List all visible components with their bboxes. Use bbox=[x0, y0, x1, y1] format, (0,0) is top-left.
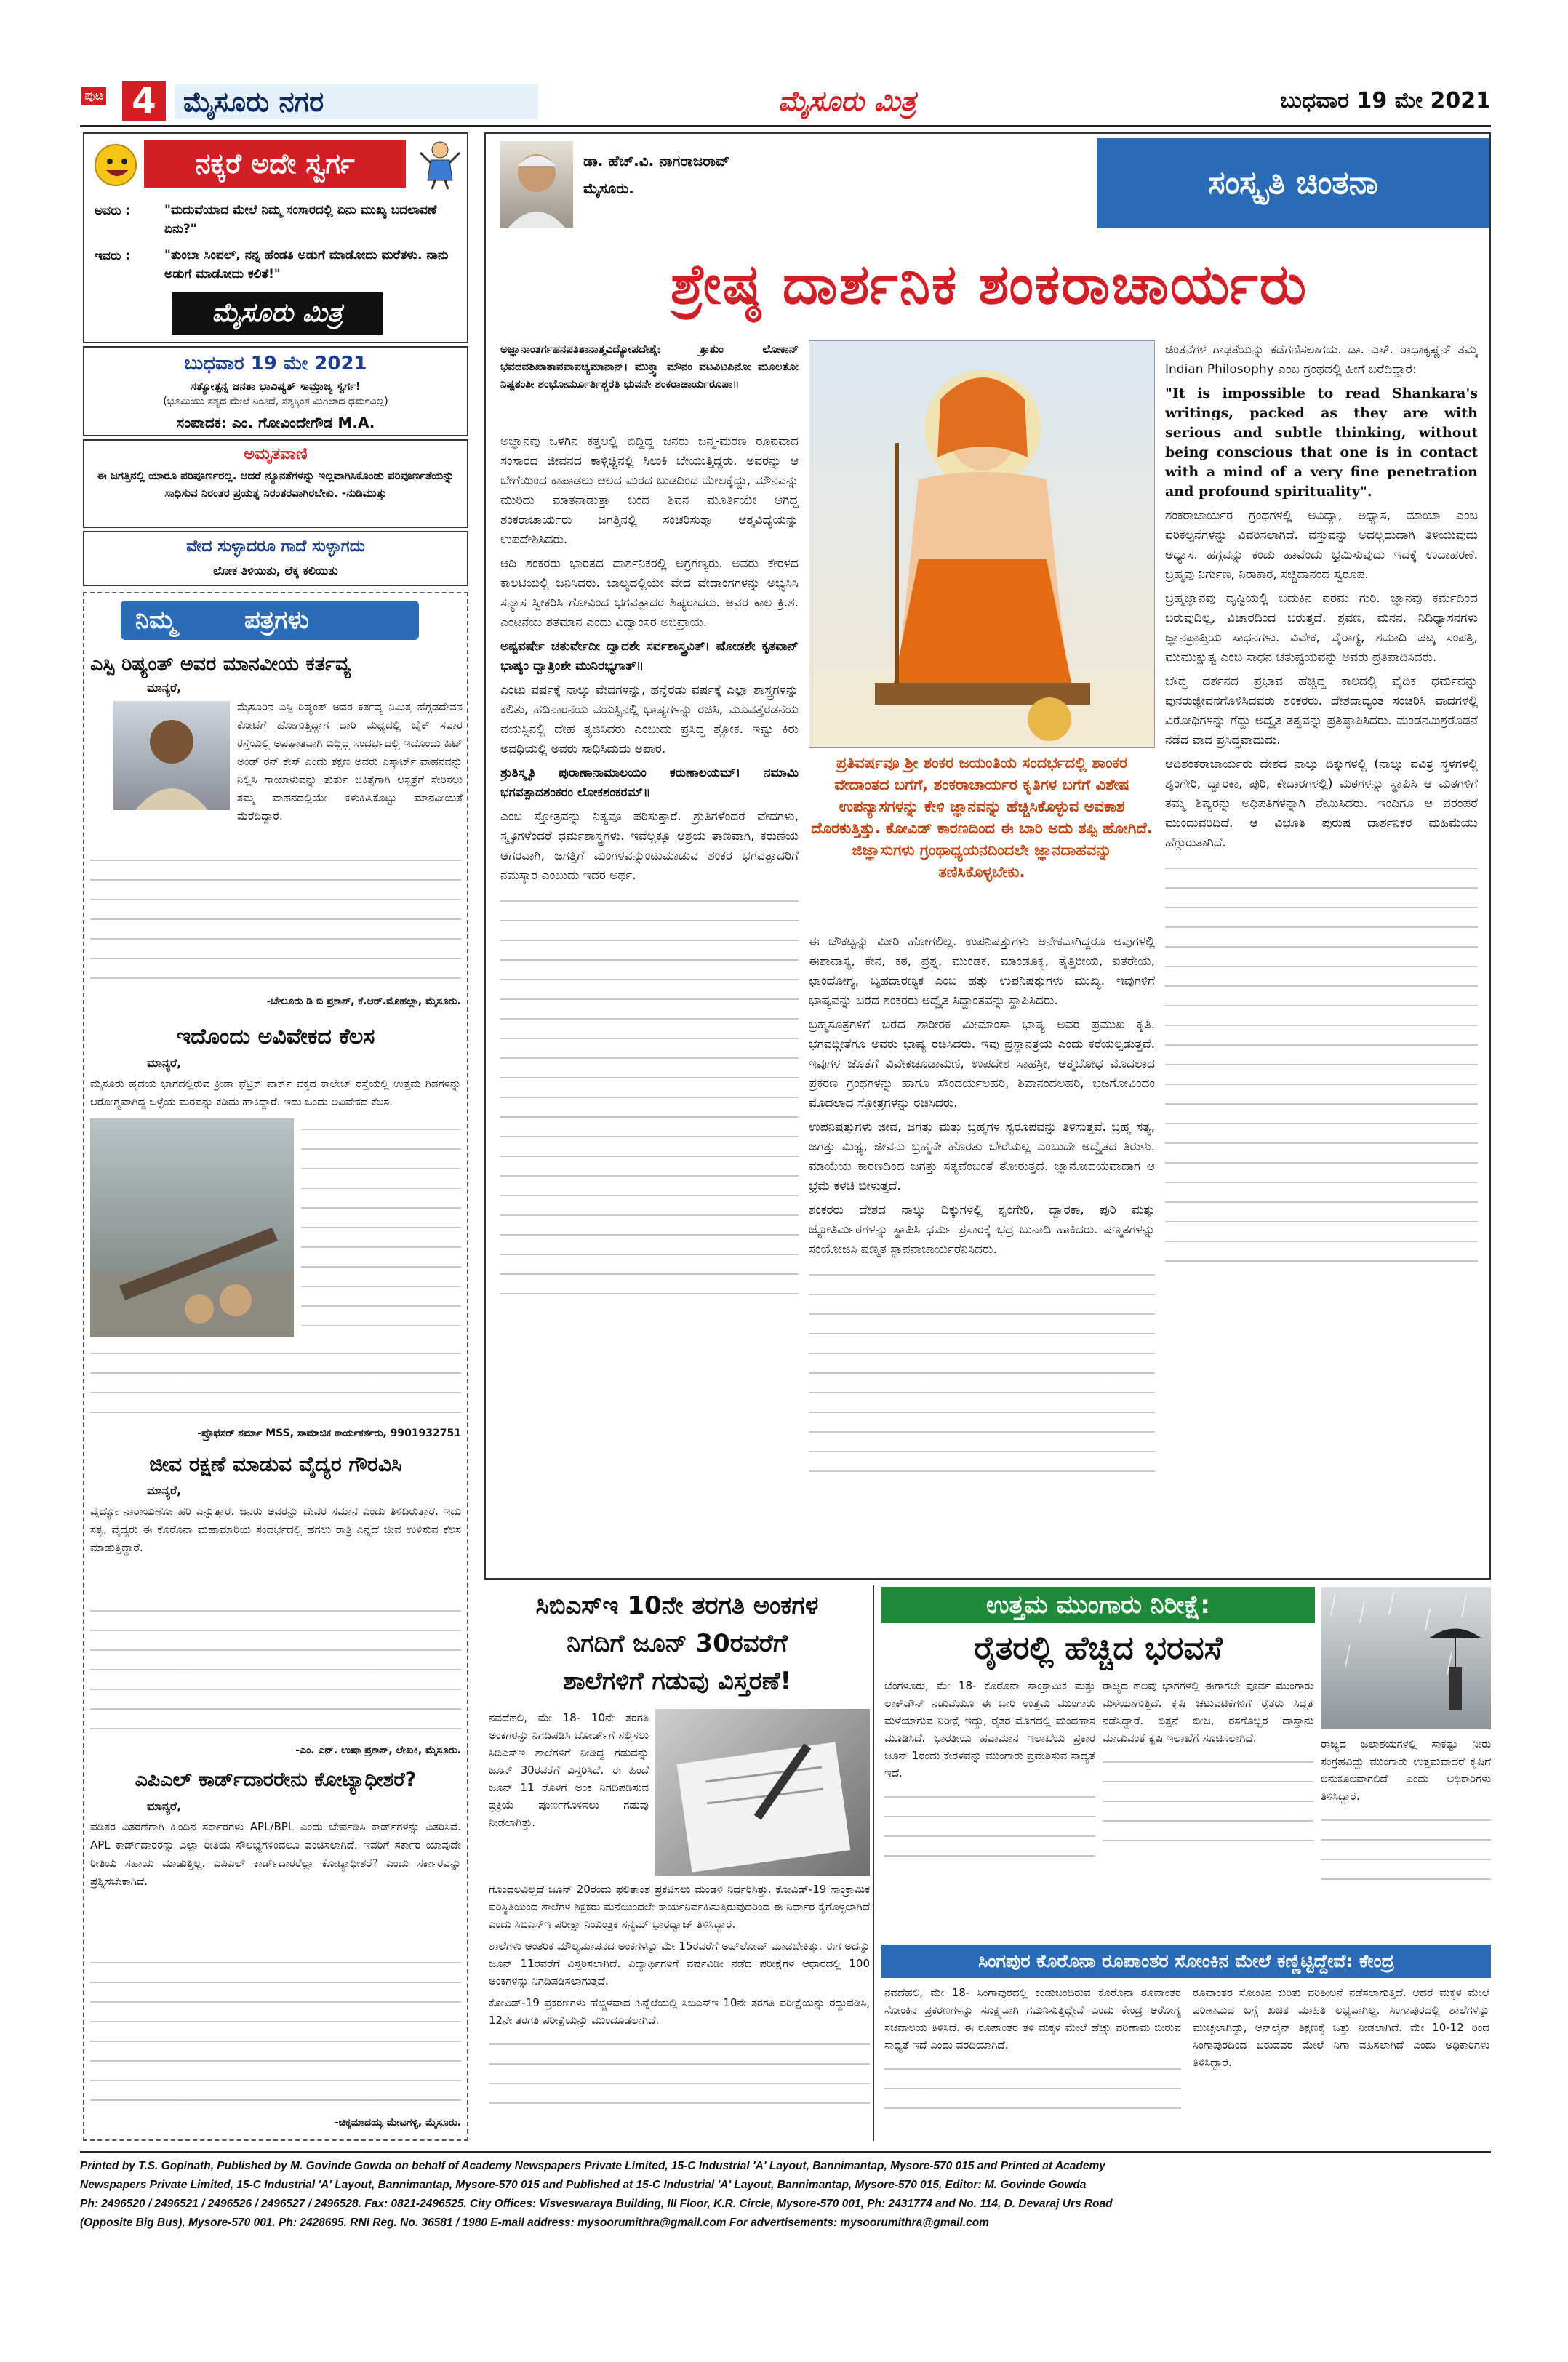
feature-col2-p1: ಈ ಚೌಕಟ್ಟನ್ನು ಮೀರಿ ಹೋಗಲಿಲ್ಲ. ಉಪನಿಷತ್ತುಗಳು ಅನೇಕವಾಗಿದ್ದರೂ ಅವುಗಳಲ್ಲಿ ಈಶಾವಾಸ್ಯ, ಕೇನ, ಕಠ, ಪ್ರಶ್ನ, ಮುಂಡಕ, ಮಾಂಡೂಕ್ಯ, ತೈತ್ತಿರೀಯ, ಐತರೇಯ, ಛಾಂದೋಗ್ಯ, ಬೃಹದಾರಣ್ಯಕ ಎಂಬ ಹತ್ತು ಉಪನಿಷತ್ತುಗಳು ಮುಖ್ಯ. ಇವುಗಳಿಗೆ ಭಾಷ್ಯವನ್ನು ಬರೆದ ಶಂಕರರು ಅದ್ವೈತ ಸಿದ್ಧಾಂತವನ್ನು ಸ್ಥಾಪಿಸಿದರು. bbox=[809, 934, 1155, 1008]
cbse-text-body bbox=[489, 1881, 870, 2135]
singapore-headline: ಸಿಂಗಪುರ ಕೊರೊನಾ ರೂಪಾಂತರ ಸೋಂಕಿನ ಮೇಲೆ ಕಣ್ಣಿಟ್ಟಿದ್ದೇವೆ: ಕೇಂದ್ರ bbox=[881, 1945, 1491, 1978]
letters-banner-word1: ನಿಮ್ಮ bbox=[135, 606, 176, 635]
humor-box bbox=[83, 132, 468, 343]
singapore-left-continued bbox=[884, 2058, 1181, 2116]
rain-photo bbox=[1321, 1587, 1491, 1729]
feature-col1-p4: ಎಂಬ ಸ್ತೋತ್ರವನ್ನು ನಿತ್ಯವೂ ಪಠಿಸುತ್ತಾರೆ. ಶ್ರುತಿಗಳೆಂದರೆ ವೇದಗಳು, ಸ್ಮೃತಿಗಳೆಂದರೆ ಧರ್ಮಶಾಸ್ತ್ರಗಳು. ಇವೆಲ್ಲಕ್ಕೂ ಆಶ್ರಯ ತಾಣವಾಗಿ, ಕರುಣೆಯ ಆಗರವಾಗಿ, ಜಗತ್ತಿಗೆ ಮಂಗಳವನ್ನುಂಟುಮಾಡುವ ಶಂಕರ ಭಗವತ್ಪಾದರಿಗೆ ನಮಸ್ಕಾರ ಎಂಬುದು ಇದರ ಅರ್ಥ. bbox=[500, 809, 799, 883]
cbse-story bbox=[484, 1585, 874, 2141]
feature-col2-text bbox=[809, 932, 1155, 1565]
cartoon-figure-icon bbox=[416, 138, 464, 191]
masthead-tagline-2: (ಭೂಮಿಯು ಸತ್ಯದ ಮೇಲೆ ನಿಂತಿದೆ, ಸತ್ಯಕ್ಕಿಂತ ಮಿಗಿಲಾದ ಧರ್ಮವಿಲ್ಲ) bbox=[163, 396, 388, 407]
feature-col3-p5: ಆದಿಶಂಕರಾಚಾರ್ಯರು ದೇಶದ ನಾಲ್ಕು ದಿಕ್ಕುಗಳಲ್ಲಿ (ನಾಲ್ಕು ಪವಿತ್ರ ಸ್ಥಳಗಳಲ್ಲಿ ಶೃಂಗೇರಿ, ದ್ವಾರಕಾ, ಪುರಿ, ಕೇದಾರಗಳಲ್ಲಿ) ಮಠಗಳನ್ನು ಸ್ಥಾಪಿಸಿ ಆ ಮಠಗಳಿಗೆ ತಮ್ಮ ಶಿಷ್ಯರನ್ನು ಅಧಿಪತಿಗಳನ್ನಾಗಿ ನೇಮಿಸಿದರು. ಇಂದಿಗೂ ಆ ಪರಂಪರೆ ಮುಂದುವರಿದಿದೆ. ಆ ವಿಭೂತಿ ಪುರುಷ ದಾರ್ಶನಿಕರ ಮಹಿಮೆಯು ಹೆಗ್ಗುರುತಾಗಿದೆ. bbox=[1165, 757, 1478, 850]
singapore-p2: ರೂಪಾಂತರ ಸೋಂಕಿನ ಕುರಿತು ಪರಿಶೀಲನೆ ನಡೆಸಲಾಗುತ್ತಿದೆ. ಆದರೆ ಮಕ್ಕಳ ಮೇಲೆ ಪರಿಣಾಮದ ಬಗ್ಗೆ ಖಚಿತ ಮಾಹಿತಿ ಲಭ್ಯವಾಗಿಲ್ಲ. ಸಿಂಗಾಪುರದಲ್ಲಿ ಶಾಲೆಗಳನ್ನು ಮುಚ್ಚಲಾಗಿದ್ದು, ಆನ್‌ಲೈನ್ ಶಿಕ್ಷಣಕ್ಕೆ ಒತ್ತು ನೀಡಲಾಗಿದೆ. ಮೇ 10-12 ರಿಂದ ಸಿಂಗಾಪುರದಿಂದ ಬರುವವರ ಮೇಲೆ ನಿಗಾ ವಹಿಸಲಾಗಿದೆ ಎಂದು ಅಧಿಕಾರಿಗಳು ತಿಳಿಸಿದ್ದಾರೆ. bbox=[1193, 1986, 1489, 2069]
header-rule bbox=[80, 125, 1491, 127]
footer-line-2: Newspapers Private Limited, 15-C Industrial 'A' Layout, Bannimantap, Mysore-570 015 and Published at 15-C Industrial 'A' Layout, Bannimantap, Mysore-570 015, Editor: M. Govinde Gowda bbox=[80, 2179, 1087, 2191]
page-header bbox=[80, 81, 1491, 124]
proverb-box bbox=[83, 531, 468, 586]
page-number: 4 bbox=[122, 81, 166, 121]
singapore-story bbox=[881, 1945, 1491, 2141]
letter-1-signature: -ಬೇಲೂರು ಡಿ ಬಿ ಪ್ರಕಾಶ್, ಕೆ.ಆರ್.ಮೊಹಲ್ಲಾ, ಮೈಸೂರು. bbox=[266, 996, 461, 1007]
feature-col3-text bbox=[1165, 340, 1478, 1566]
cbse-p4: ಕೋವಿಡ್-19 ಪ್ರಕರಣಗಳು ಹೆಚ್ಚಳವಾದ ಹಿನ್ನೆಲೆಯಲ್ಲಿ ಸಿಬಿಎಸ್‌ಇ 10ನೇ ತರಗತಿ ಪರೀಕ್ಷೆಯನ್ನು ರದ್ದುಪಡಿಸಿ, 12ನೇ ತರಗತಿ ಪರೀಕ್ಷೆಯನ್ನು ಮುಂದೂಡಲಾಗಿದೆ. bbox=[489, 1996, 870, 2027]
monsoon-left-continued bbox=[884, 1786, 1095, 1859]
author-name: ಡಾ. ಹೆಚ್.ವಿ. ನಾಗರಾಜರಾವ್ bbox=[583, 152, 730, 169]
page-label: ಪುಟ bbox=[81, 87, 106, 105]
fallen-tree-photo bbox=[90, 1118, 294, 1337]
feature-col2-continued bbox=[809, 1264, 1155, 1482]
feature-col3-p1: ಚಿಂತನೆಗಳ ಗಾಢತೆಯನ್ನು ಕಡೆಗಣಿಸಲಾಗದು. ಡಾ. ಎಸ್. ರಾಧಾಕೃಷ್ಣನ್ ತಮ್ಮ Indian Philosophy ಎಂಬ ಗ್ರಂಥದಲ್ಲಿ ಹೀಗೆ ಬರೆದಿದ್ದಾರೆ: bbox=[1165, 343, 1478, 377]
cbse-continued bbox=[489, 2033, 870, 2121]
letter-4-salute: ಮಾನ್ಯರೆ, bbox=[147, 1799, 182, 1813]
monsoon-text-right bbox=[1321, 1735, 1491, 1933]
cbse-writing-photo bbox=[655, 1709, 870, 1876]
letter-3-text: ವೈದ್ಯೋ ನಾರಾಯಣೋ ಹರಿ ಎನ್ನುತ್ತಾರೆ. ಜನರು ಅವರನ್ನು ದೇವರ ಸಮಾನ ಎಂದು ತಿಳಿದಿರುತ್ತಾರೆ. ಇದು ಸತ್ಯ, ವೈದ್ಯರು ಈ ಕೊರೊನಾ ಮಹಾಮಾರಿಯ ಸಂದರ್ಭದಲ್ಲಿ ಹಗಲು ರಾತ್ರಿ ಎನ್ನದೆ ಜೀವ ಉಳಿಸುವ ಕೆಲಸ ಮಾಡುತ್ತಿದ್ದಾರೆ. bbox=[90, 1505, 461, 1554]
proverb-text: ಲೋಕ ತಿಳಿಯಿತು, ಲೆಕ್ಕ ಕಲಿಯಿತು bbox=[213, 564, 338, 577]
proverb-title: ವೇದ ಸುಳ್ಳಾದರೂ ಗಾದೆ ಸುಳ್ಳಾಗದು bbox=[186, 537, 365, 556]
letter-2-signature: -ಪ್ರೊಫೆಸರ್ ಶರ್ಮಾ MSS, ಸಾಮಾಜಿಕ ಕಾರ್ಯಕರ್ತರು, 9901932751 bbox=[197, 1428, 461, 1439]
letter-2-salute: ಮಾನ್ಯರೆ, bbox=[147, 1056, 182, 1070]
feature-col2-p2: ಬ್ರಹ್ಮಸೂತ್ರಗಳಿಗೆ ಬರೆದ ಶಾರೀರಕ ಮೀಮಾಂಸಾ ಭಾಷ್ಯ ಅವರ ಪ್ರಮುಖ ಕೃತಿ. ಭಗವದ್ಗೀತೆಗೂ ಅವರು ಭಾಷ್ಯ ರಚಿಸಿದರು. ಇವು ಪ್ರಸ್ಥಾನತ್ರಯ ಎಂದು ಕರೆಯಲ್ಪಡುತ್ತವೆ. ಇವುಗಳ ಜೊತೆಗೆ ವಿವೇಕಚೂಡಾಮಣಿ, ಉಪದೇಶ ಸಾಹಸ್ರೀ, ಆತ್ಮಬೋಧ ಮೊದಲಾದ ಪ್ರಕರಣ ಗ್ರಂಥಗಳನ್ನು ಹಾಗೂ ಸೌಂದರ್ಯಲಹರಿ, ಶಿವಾನಂದಲಹರಿ, ಭಜಗೋವಿಂದಂ ಮೊದಲಾದ ಸ್ತೋತ್ರಗಳನ್ನು ರಚಿಸಿದರು. bbox=[809, 1017, 1155, 1110]
feature-headline: ಶ್ರೇಷ್ಠ ದಾರ್ಶನಿಕ ಶಂಕರಾಚಾರ್ಯರು bbox=[670, 252, 1308, 316]
footer-line-1: Printed by T.S. Gopinath, Published by M. Govinde Gowda on behalf of Academy Newspapers Private Limited, 15-C Industrial 'A' Layout, Bannimantap, Mysore-570 015 and Printed at Academy bbox=[80, 2160, 1105, 2172]
feature-article bbox=[484, 132, 1491, 1580]
footer-rule bbox=[80, 2151, 1491, 2153]
monsoon-middle-continued bbox=[1103, 1751, 1313, 1853]
letter-4-text: ಪಡಿತರ ವಿತರಣೆಗಾಗಿ ಹಿಂದಿನ ಸರ್ಕಾರಗಳು APL/BPL ಎಂದು ಬೇರ್ಪಡಿಸಿ ಕಾರ್ಡ್‌ಗಳನ್ನು ವಿತರಿಸಿವೆ. APL ಕಾರ್ಡ್‌ದಾರರನ್ನು ಎಲ್ಲಾ ರೀತಿಯ ಸೌಲಭ್ಯಗಳಿಂದಲೂ ವಂಚಿಸಲಾಗಿದೆ. ಇವರಿಗೆ ಸರ್ಕಾರ ಯಾವುದೇ ರೀತಿಯ ಸಹಾಯ ಮಾಡುತ್ತಿಲ್ಲ. ಎಪಿಎಲ್ ಕಾರ್ಡ್‌ದಾರರೆಲ್ಲಾ ಕೋಟ್ಯಾಧೀಶರೆ? ಎಂದು ಸರ್ಕಾರವನ್ನು ಪ್ರಶ್ನಿಸಬೇಕಾಗಿದೆ. bbox=[90, 1820, 461, 1888]
feature-verse: ಅಜ್ಞಾನಾಂತರ್ಗಹನಪತಿತಾನಾತ್ಮವಿದ್ಯೋಪದೇಶೈಃ ತ್ರಾತುಂ ಲೋಕಾನ್ ಭವದವಶಿಖಾತಾಪಪಾಪಚ್ಯಮಾನಾನ್। ಮುಕ್ತ್ವಾ ಮೌನಂ ವಟವಿಟಪಿನೋ ಮೂಲತೋ ನಿಷ್ಪತಂತೀ ಶಂಭೋರ್ಮೂರ್ತಿಶ್ಚರತಿ ಭುವನೇ ಶಂಕರಾಚಾರ್ಯರೂಪಾ॥ bbox=[500, 343, 799, 391]
singapore-text-right bbox=[1193, 1984, 1489, 2138]
letter-3-text-continued bbox=[90, 1600, 461, 1738]
monsoon-p3: ರಾಜ್ಯದ ಜಲಾಶಯಗಳಲ್ಲಿ ಸಾಕಷ್ಟು ನೀರು ಸಂಗ್ರಹವಿದ್ದು ಮುಂಗಾರು ಉತ್ತಮವಾದರೆ ಕೃಷಿಗೆ ಅನುಕೂಲವಾಗಲಿದೆ ಎಂದು ಅಧಿಕಾರಿಗಳು ತಿಳಿಸಿದ್ದಾರೆ. bbox=[1321, 1737, 1491, 1803]
humor-a-text: "ತುಂಬಾ ಸಿಂಪಲ್, ನನ್ನ ಹೆಂಡತಿ ಅಡುಗೆ ಮಾಡೋದು ಮರೆತಳು. ನಾನು ಅಡುಗೆ ಮಾಡೋದು ಕಲಿತೆ!" bbox=[164, 248, 449, 281]
masthead-info-box bbox=[83, 346, 468, 436]
feature-col2-p3: ಉಪನಿಷತ್ತುಗಳು ಜೀವ, ಜಗತ್ತು ಮತ್ತು ಬ್ರಹ್ಮಗಳ ಸ್ವರೂಪವನ್ನು ತಿಳಿಸುತ್ತವೆ. ಬ್ರಹ್ಮ ಸತ್ಯ, ಜಗತ್ತು ಮಿಥ್ಯ, ಜೀವನು ಬ್ರಹ್ಮನೇ ಹೊರತು ಬೇರೆಯಲ್ಲ ಎಂಬುದೇ ಅದ್ವೈತದ ತಿರುಳು. ಮಾಯೆಯ ಕಾರಣದಿಂದ ಜಗತ್ತು ಸತ್ಯವೆಂಬಂತೆ ತೋರುತ್ತದೆ. ಜ್ಞಾನೋದಯವಾದಾಗ ಆ ಭ್ರಮೆ ಕಳಚಿ ಬೀಳುತ್ತದೆ. bbox=[809, 1120, 1155, 1193]
feature-col3-p2: ಶಂಕರಾಚಾರ್ಯರ ಗ್ರಂಥಗಳಲ್ಲಿ ಅವಿದ್ಯಾ, ಅಧ್ಯಾಸ, ಮಾಯಾ ಎಂಬ ಪರಿಕಲ್ಪನೆಗಳನ್ನು ವಿವರಿಸಲಾಗಿದೆ. ವಸ್ತುವನ್ನು ಅದಲ್ಲದುದಾಗಿ ತಿಳಿಯುವುದು ಅಧ್ಯಾಸ. ಹಗ್ಗವನ್ನು ಕಂಡು ಹಾವೆಂದು ಭ್ರಮಿಸುವುದು ಇದಕ್ಕೆ ಉದಾಹರಣೆ. ಬ್ರಹ್ಮವು ನಿರ್ಗುಣ, ನಿರಾಕಾರ, ಸಚ್ಚಿದಾನಂದ ಸ್ವರೂಪ. bbox=[1165, 508, 1478, 582]
cbse-p2: ಗೊಂದಲವಿಲ್ಲದೆ ಜೂನ್ 20ರಂದು ಫಲಿತಾಂಶ ಪ್ರಕಟಿಸಲು ಮಂಡಳಿ ನಿರ್ಧರಿಸಿತ್ತು. ಕೋವಿಡ್-19 ಸಾಂಕ್ರಾಮಿಕ ಪರಿಸ್ಥಿತಿಯಿಂದ ಶಾಲೆಗಳ ಶಿಕ್ಷಕರು ಮನೆಯಿಂದಲೇ ಕಾರ್ಯನಿರ್ವಹಿಸುತ್ತಿರುವುದರಿಂದ ಈ ನಿರ್ಧಾರ ಕೈಗೊಳ್ಳಲಾಗಿದೆ ಎಂದು ಸಿಬಿಎಸ್‌ಇ ಪರೀಕ್ಷಾ ನಿಯಂತ್ರಕ ಸನ್ಯಮ್ ಭಾರದ್ವಾಜ್ ತಿಳಿಸಿದ್ದಾರೆ. bbox=[489, 1883, 870, 1931]
monsoon-p1: ಬೆಂಗಳೂರು, ಮೇ 18- ಕೊರೊನಾ ಸಾಂಕ್ರಾಮಿಕ ಮತ್ತು ಲಾಕ್‌ಡೌನ್ ನಡುವೆಯೂ ಈ ಬಾರಿ ಉತ್ತಮ ಮುಂಗಾರು ಮಳೆಯಾಗುವ ನಿರೀಕ್ಷೆ ಇದ್ದು, ರೈತರ ಮೊಗದಲ್ಲಿ ಮಂದಹಾಸ ಮೂಡಿಸಿದೆ. ಭಾರತೀಯ ಹವಾಮಾನ ಇಲಾಖೆಯ ಪ್ರಕಾರ ಜೂನ್ 1ರಂದು ಕೇರಳವನ್ನು ಮುಂಗಾರು ಪ್ರವೇಶಿಸುವ ಸಾಧ್ಯತೆ ಇದೆ. bbox=[884, 1679, 1095, 1779]
letter-4-title: ಎಪಿಎಲ್ ಕಾರ್ಡ್‌ದಾರರೇನು ಕೋಟ್ಯಾಧೀಶರೆ? bbox=[135, 1769, 417, 1791]
letter-1-author-photo bbox=[113, 701, 230, 810]
letters-banner bbox=[121, 601, 419, 640]
letter-2-text-continued bbox=[301, 1118, 461, 1337]
laughing-face-icon bbox=[95, 144, 137, 186]
footer-line-3: Ph: 2496520 / 2496521 / 2496526 / 2496527 / 2496528. Fax: 0821-2496525. City Offices: Visveswaraya Building, III Floor, K.R. Circle, Mysore-570 001, Ph: 2431774 and No. 114, D. Devaraj Urs Road bbox=[80, 2198, 1113, 2210]
letter-3-salute: ಮಾನ್ಯರೆ, bbox=[147, 1484, 182, 1497]
masthead-logo: ಮೈಸೂರು ಮಿತ್ರ bbox=[778, 85, 916, 117]
feature-col1-sub2: ಶ್ರುತಿಸ್ಮೃತಿ ಪುರಾಣಾನಾಮಾಲಯಂ ಕರುಣಾಲಯಮ್। ನಮಾಮಿ ಭಗವತ್ಪಾದಶಂಕರಂ ಲೋಕಶಂಕರಮ್॥ bbox=[500, 766, 799, 800]
singapore-text-left bbox=[884, 1984, 1181, 2138]
letter-1-title: ಎಸ್ಪಿ ರಿಷ್ಯಂತ್ ಅವರ ಮಾನವೀಯ ಕರ್ತವ್ಯ bbox=[90, 653, 351, 676]
monsoon-text-left bbox=[884, 1677, 1095, 1933]
amrutavani-box bbox=[83, 439, 468, 528]
cbse-text-left bbox=[489, 1709, 649, 1876]
feature-col1-sub1: ಅಷ್ಟವರ್ಷೇ ಚತುರ್ವೇದೀ ದ್ವಾದಶೇ ಸರ್ವಶಾಸ್ತ್ರವಿತ್। ಷೋಡಶೇ ಕೃತವಾನ್ ಭಾಷ್ಯಂ ದ್ವಾತ್ರಿಂಶೇ ಮುನಿರಭ್ಯಗಾತ್॥ bbox=[500, 639, 799, 673]
feature-col3-quote: "It is impossible to read Shankara's writings, packed as they are with serious and subtle thinking, without being conscious that one is in contact with a mind of a very fine penetration and profound spirituality". bbox=[1165, 385, 1478, 500]
singapore-p1: ನವದೆಹಲಿ, ಮೇ 18- ಸಿಂಗಾಪುರದಲ್ಲಿ ಕಂಡುಬಂದಿರುವ ಕೊರೊನಾ ರೂಪಾಂತರ ಸೋಂಕಿನ ಪ್ರಕರಣಗಳನ್ನು ಸೂಕ್ಷ್ಮವಾಗಿ ಗಮನಿಸುತ್ತಿದ್ದೇವೆ ಎಂದು ಕೇಂದ್ರ ಆರೋಗ್ಯ ಸಚಿವಾಲಯ ತಿಳಿಸಿದೆ. ಈ ರೂಪಾಂತರ ತಳಿ ಮಕ್ಕಳ ಮೇಲೆ ಹೆಚ್ಚು ಪರಿಣಾಮ ಬೀರುವ ಸಾಧ್ಯತೆ ಇದೆ ಎಂದು ವರದಿಯಾಗಿದೆ. bbox=[884, 1986, 1181, 2051]
humor-q-text: "ಮದುವೆಯಾದ ಮೇಲೆ ನಿಮ್ಮ ಸಂಸಾರದಲ್ಲಿ ಏನು ಮುಖ್ಯ ಬದಲಾವಣೆ ಏನು?" bbox=[164, 203, 437, 236]
monsoon-headline-2: ರೈತರಲ್ಲಿ ಹೆಚ್ಚಿದ ಭರವಸೆ bbox=[974, 1630, 1223, 1667]
feature-col1-p2: ಆದಿ ಶಂಕರರು ಭಾರತದ ದಾರ್ಶನಿಕರಲ್ಲಿ ಅಗ್ರಗಣ್ಯರು. ಅವರು ಕೇರಳದ ಕಾಲಟಿಯಲ್ಲಿ ಜನಿಸಿದರು. ಬಾಲ್ಯದಲ್ಲಿಯೇ ವೇದ ವೇದಾಂಗಗಳನ್ನು ಅಭ್ಯಸಿಸಿ ಸನ್ಯಾಸ ಸ್ವೀಕರಿಸಿ ಗೋವಿಂದ ಭಗವತ್ಪಾದರ ಶಿಷ್ಯರಾದರು. ಅವರ ಕಾಲ ಕ್ರಿ.ಶ. ಎಂಟನೆಯ ಶತಮಾನ ಎಂದು ವಿದ್ವಾಂಸರ ಅಭಿಪ್ರಾಯ. bbox=[500, 556, 799, 630]
letter-4-signature: -ಚಿಕ್ಕಮಾದಯ್ಯ ಮೇಟಗಳ್ಳಿ, ಮೈಸೂರು. bbox=[334, 2117, 461, 2129]
letter-1-text: ಮೈಸೂರಿನ ಎಸ್ಪಿ ರಿಷ್ಯಂತ್ ಅವರ ಕರ್ತವ್ಯ ನಿಮಿತ್ತ ಹೆಗ್ಗಡದೇವನ ಕೋಟೆಗೆ ಹೋಗುತ್ತಿದ್ದಾಗ ದಾರಿ ಮಧ್ಯದಲ್ಲಿ ಬೈಕ್ ಸವಾರ ರಸ್ತೆಯಲ್ಲಿ ಅಪಘಾತವಾಗಿ ಬಿದ್ದಿದ್ದ ಸಂದರ್ಭದಲ್ಲಿ ಇದೊಂದು ಹಿಟ್ ಅಂಡ್ ರನ್ ಕೇಸ್ ಎಂದು ತಕ್ಷಣ ಅವರು ಎಸ್ಕಾರ್ಟ್ ವಾಹನವನ್ನು ನಿಲ್ಲಿಸಿ ಗಾಯಾಳುವನ್ನು ತುರ್ತು ಚಿಕಿತ್ಸೆಗಾಗಿ ಆಸ್ಪತ್ರೆಗೆ ಸೇರಿಸಲು ತಮ್ಮ ವಾಹನದಲ್ಲಿಯೇ ಕಳುಹಿಸಿಕೊಟ್ಟು ಮಾನವೀಯತೆ ಮೆರೆದಿದ್ದಾರೆ. bbox=[237, 700, 463, 822]
cbse-p3: ಶಾಲೆಗಳು ಆಂತರಿಕ ಮೌಲ್ಯಮಾಪನದ ಅಂಕಗಳನ್ನು ಮೇ 15ರವರೆಗೆ ಅಪ್‌ಲೋಡ್ ಮಾಡಬೇಕಿತ್ತು. ಈಗ ಅದನ್ನು ಜೂನ್ 11ರವರೆಗೆ ವಿಸ್ತರಿಸಲಾಗಿದೆ. ವಿದ್ಯಾರ್ಥಿಗಳಿಗೆ ವರ್ಷವಿಡೀ ನಡೆದ ಪರೀಕ್ಷೆಗಳ ಆಧಾರದಲ್ಲಿ 100 ಅಂಕಗಳನ್ನು ನಿಗದಿಪಡಿಸಲಾಗುತ್ತದೆ. bbox=[489, 1939, 870, 1987]
letter-1-salute: ಮಾನ್ಯರೆ, bbox=[147, 681, 182, 694]
shankaracharya-painting bbox=[809, 340, 1155, 748]
feature-col3-p3: ಬ್ರಹ್ಮಜ್ಞಾನವು ದೃಷ್ಟಿಯಲ್ಲಿ ಬದುಕಿನ ಪರಮ ಗುರಿ. ಜ್ಞಾನವು ಕರ್ಮದಿಂದ ಬರುವುದಿಲ್ಲ, ವಿಚಾರದಿಂದ ಬರುತ್ತದೆ. ಶ್ರವಣ, ಮನನ, ನಿದಿಧ್ಯಾಸನಗಳು ಜ್ಞಾನಪ್ರಾಪ್ತಿಯ ಸಾಧನಗಳು. ವಿವೇಕ, ವೈರಾಗ್ಯ, ಶಮಾದಿ ಷಟ್ಕ ಸಂಪತ್ತಿ, ಮುಮುಕ್ಷುತ್ವ ಎಂಬ ಸಾಧನ ಚತುಷ್ಟಯವನ್ನು ಅವರು ಪ್ರತಿಪಾದಿಸಿದರು. bbox=[1165, 591, 1478, 665]
cbse-headline-1: ಸಿಬಿಎಸ್‌ಇ 10ನೇ ತರಗತಿ ಅಂಕಗಳ bbox=[535, 1591, 819, 1620]
footer-imprint bbox=[80, 2157, 1491, 2237]
feature-col3-continued bbox=[1165, 857, 1478, 1265]
author-photo bbox=[500, 141, 573, 228]
humor-logo: ಮೈಸೂರು ಮಿತ್ರ bbox=[172, 292, 383, 335]
letter-4-text-continued bbox=[90, 1952, 461, 2109]
letter-2-text: ಮೈಸೂರು ಹೃದಯ ಭಾಗದಲ್ಲಿರುವ ಕ್ರೀಡಾ ಫೆಟ್ರಿಕ್ ಪಾರ್ಕ್ ಪಕ್ಕದ ಕಾಲೇಜ್ ರಸ್ತೆಯಲ್ಲಿ ಉತ್ತಮ ಗಿಡಗಳನ್ನು ಆರೋಗ್ಯವಾಗಿದ್ದ ಒಳ್ಳೆಯ ಮರವನ್ನು ಕಡಿದು ಹಾಕಿದ್ದಾರೆ. ಇದು ಒಂದು ಅವಿವೇಕದ ಕೆಲಸ. bbox=[90, 1077, 461, 1108]
letter-2-text-more bbox=[90, 1342, 461, 1421]
feature-col1-text bbox=[500, 432, 799, 1566]
feature-col1-p1: ಅಜ್ಞಾನವು ಒಳಗಿನ ಕತ್ತಲಲ್ಲಿ ಬಿದ್ದಿದ್ದ ಜನರು ಜನ್ಮ-ಮರಣ ರೂಪವಾದ ಸಂಸಾರದ ಜೀವನದ ಕಾಳ್ಗಿಚ್ಚಿನಲ್ಲಿ ಸಿಲುಕಿ ಬೇಯುತ್ತಿದ್ದರು. ಅವರನ್ನು ಆ ಬೇಗೆಯಿಂದ ಕಾಪಾಡಲು ಆಲದ ಮರದ ಬುಡದಿಂದ ಮೇಲಕ್ಕೆದ್ದು, ಮೌನವನ್ನು ಮುರಿದು ಮಾತನಾಡುತ್ತಾ ಬಂದ ಶಿವನ ಮೂರ್ತಿಯೇ ಆಗಿದ್ದ ಶಂಕರಾಚಾರ್ಯರು ಜಗತ್ತಿನಲ್ಲಿ ಸಂಚರಿಸುತ್ತಾ ಆತ್ಮವಿದ್ಯೆಯನ್ನು ಉಪದೇಶಿಸಿದರು. bbox=[500, 434, 799, 547]
feature-col1-continued bbox=[500, 890, 799, 1297]
letter-3-signature: -ಎಂ. ಎನ್. ಉಷಾ ಪ್ರಕಾಶ್, ಲೇಖಕಿ, ಮೈಸೂರು. bbox=[295, 1745, 461, 1756]
cbse-headline-3: ಶಾಲೆಗಳಿಗೆ ಗಡುವು ವಿಸ್ತರಣೆ! bbox=[562, 1667, 792, 1696]
letter-3-title: ಜೀವ ರಕ್ಷಣೆ ಮಾಡುವ ವೈದ್ಯರ ಗೌರವಿಸಿ bbox=[149, 1452, 402, 1476]
feature-col1-p3: ಎಂಟು ವರ್ಷಕ್ಕೆ ನಾಲ್ಕು ವೇದಗಳನ್ನು, ಹನ್ನೆರಡು ವರ್ಷಕ್ಕೆ ಎಲ್ಲಾ ಶಾಸ್ತ್ರಗಳನ್ನು ಕಲಿತು, ಹದಿನಾರನೆಯ ವಯಸ್ಸಿನಲ್ಲಿ ಭಾಷ್ಯಗಳನ್ನು ರಚಿಸಿ, ಮೂವತ್ತೆರಡನೆಯ ವಯಸ್ಸಿನಲ್ಲಿ ದೇಹ ತ್ಯಜಿಸಿದರು ಎಂಬುದು ಪ್ರಸಿದ್ಧ ಶ್ಲೋಕ. ಇಷ್ಟು ಕಿರು ಅವಧಿಯಲ್ಲಿ ಅವರು ಸಾಧಿಸಿದುದು ಅಪಾರ. bbox=[500, 683, 799, 756]
painting-caption: ಪ್ರತಿವರ್ಷವೂ ಶ್ರೀ ಶಂಕರ ಜಯಂತಿಯ ಸಂದರ್ಭದಲ್ಲಿ ಶಾಂಕರ ವೇದಾಂತದ ಬಗೆಗೆ, ಶಂಕರಾಚಾರ್ಯರ ಕೃತಿಗಳ ಬಗೆಗೆ ವಿಶೇಷ ಉಪನ್ಯಾಸಗಳನ್ನು ಕೇಳಿ ಜ್ಞಾನವನ್ನು ಹೆಚ್ಚಿಸಿಕೊಳ್ಳುವ ಅವಕಾಶ ದೊರಕುತ್ತಿತ್ತು. ಕೋವಿಡ್ ಕಾರಣದಿಂದ ಈ ಬಾರಿ ಅದು ತಪ್ಪಿ ಹೋಗಿದೆ. ಜಿಜ್ಞಾಸುಗಳು ಗ್ರಂಥಾಧ್ಯಯನದಿಂದಲೇ ಜ್ಞಾನದಾಹವನ್ನು ತಣಿಸಿಕೊಳ್ಳಬೇಕು. bbox=[811, 754, 1153, 881]
header-date: ಬುಧವಾರ 19 ಮೇ 2021 bbox=[1280, 88, 1491, 113]
masthead-tagline-1: ಸತ್ಯೋತ್ಪನ್ನ ಜನತಾ ಭಾವಿಷ್ಯತ್ ಸಾಮ್ರಾಜ್ಯ ಸ್ವರ್ಗ! bbox=[191, 380, 361, 393]
monsoon-p2: ರಾಜ್ಯದ ಹಲವು ಭಾಗಗಳಲ್ಲಿ ಈಗಾಗಲೇ ಪೂರ್ವ ಮುಂಗಾರು ಮಳೆಯಾಗುತ್ತಿದೆ. ಕೃಷಿ ಚಟುವಟಿಕೆಗಳಿಗೆ ರೈತರು ಸಿದ್ಧತೆ ನಡೆಸಿದ್ದಾರೆ. ಬಿತ್ತನೆ ಬೀಜ, ರಸಗೊಬ್ಬರ ದಾಸ್ತಾನು ಮಾಡುವಂತೆ ಕೃಷಿ ಇಲಾಖೆಗೆ ಸೂಚಿಸಲಾಗಿದೆ. bbox=[1103, 1679, 1313, 1745]
footer-line-4: (Opposite Big Bus), Mysore-570 001. Ph: 2428695. RNI Reg. No. 36581 / 1980 E-mail address: mysoorumithra@gmail.com For advertisements: mysoorumithra@gmail.com bbox=[80, 2217, 989, 2229]
feature-col2-p4: ಶಂಕರರು ದೇಶದ ನಾಲ್ಕು ದಿಕ್ಕುಗಳಲ್ಲಿ ಶೃಂಗೇರಿ, ದ್ವಾರಕಾ, ಪುರಿ ಮತ್ತು ಜ್ಯೋತಿರ್ಮಠಗಳನ್ನು ಸ್ಥಾಪಿಸಿ ಧರ್ಮ ಪ್ರಸಾರಕ್ಕೆ ಭದ್ರ ಬುನಾದಿ ಹಾಕಿದರು. ಷಣ್ಮತಗಳನ್ನು ಸಂಯೋಜಿಸಿ ಷಣ್ಮತ ಸ್ಥಾಪನಾಚಾರ್ಯರೆನಿಸಿದರು. bbox=[809, 1203, 1155, 1257]
author-city: ಮೈಸೂರು. bbox=[583, 180, 634, 197]
letter-2-title: ಇದೊಂದು ಅವಿವೇಕದ ಕೆಲಸ bbox=[176, 1024, 375, 1049]
humor-a-label: ಇವರು : bbox=[95, 249, 131, 263]
monsoon-headline-1: ಉತ್ತಮ ಮುಂಗಾರು ನಿರೀಕ್ಷೆ: bbox=[881, 1587, 1315, 1623]
humor-title: ನಕ್ಕರೆ ಅದೇ ಸ್ವರ್ಗ bbox=[144, 140, 406, 188]
humor-q-label: ಅವರು : bbox=[95, 204, 131, 218]
letter-1-text-continued bbox=[90, 849, 461, 988]
section-title: ಮೈಸೂರು ನಗರ bbox=[175, 84, 538, 119]
amrutavani-title: ಅಮೃತವಾಣಿ bbox=[244, 445, 308, 463]
letters-section bbox=[83, 592, 468, 2141]
masthead-editor: ಸಂಪಾದಕ: ಎಂ. ಗೋವಿಂದೇಗೌಡ M.A. bbox=[176, 414, 375, 431]
cbse-p1: ನವದೆಹಲಿ, ಮೇ 18- 10ನೇ ತರಗತಿ ಅಂಕಗಳನ್ನು ನಿಗದಿಪಡಿಸಿ ಬೋರ್ಡ್‌ಗೆ ಸಲ್ಲಿಸಲು ಸಿಬಿಎಸ್‌ಇ ಶಾಲೆಗಳಿಗೆ ನೀಡಿದ್ದ ಗಡುವನ್ನು ಜೂನ್ 30ರವರೆಗೆ ವಿಸ್ತರಿಸಿದೆ. ಈ ಹಿಂದೆ ಜೂನ್ 11 ರೊಳಗೆ ಅಂಕ ನಿಗದಿಪಡಿಸುವ ಪ್ರಕ್ರಿಯೆ ಪೂರ್ಣಗೊಳಿಸಲು ಗಡುವು ನೀಡಲಾಗಿತ್ತು. bbox=[489, 1711, 649, 1829]
monsoon-story bbox=[881, 1585, 1491, 1939]
letters-banner-word2: ಪತ್ರಗಳು bbox=[244, 606, 309, 635]
monsoon-text-middle bbox=[1103, 1677, 1313, 1933]
column-banner: ಸಂಸ್ಕೃತಿ ಚಿಂತನಾ bbox=[1097, 138, 1489, 228]
masthead-date: ಬುಧವಾರ 19 ಮೇ 2021 bbox=[184, 353, 367, 375]
monsoon-right-continued bbox=[1321, 1809, 1491, 1897]
cbse-headline-2: ನಿಗದಿಗೆ ಜೂನ್ 30ರವರೆಗೆ bbox=[567, 1629, 788, 1658]
feature-col3-p4: ಬೌದ್ಧ ದರ್ಶನದ ಪ್ರಭಾವ ಹೆಚ್ಚಿದ್ದ ಕಾಲದಲ್ಲಿ ವೈದಿಕ ಧರ್ಮವನ್ನು ಪುನರುಜ್ಜೀವನಗೊಳಿಸಿದವರು ಶಂಕರರು. ದೇಶದಾದ್ಯಂತ ಸಂಚರಿಸಿ ವಾದಗಳಲ್ಲಿ ವಿರೋಧಿಗಳನ್ನು ಗೆದ್ದು ಅದ್ವೈತ ತತ್ವವನ್ನು ಪ್ರತಿಷ್ಠಾಪಿಸಿದರು. ಮಂಡನಮಿಶ್ರರೊಡನೆ ನಡೆದ ವಾದ ಪ್ರಸಿದ್ಧವಾದುದು. bbox=[1165, 674, 1478, 748]
amrutavani-text: ಈ ಜಗತ್ತಿನಲ್ಲಿ ಯಾರೂ ಪರಿಪೂರ್ಣರಲ್ಲ. ಆದರೆ ನ್ಯೂನತೆಗಳನ್ನು ಇಲ್ಲವಾಗಿಸಿಕೊಂಡು ಪರಿಪೂರ್ಣತೆಯನ್ನು ಸಾಧಿಸುವ ನಿರಂತರ ಪ್ರಯತ್ನ ನಿರಂತರವಾಗಿರಬೇಕು. -ನುಡಿಮುತ್ತು bbox=[97, 469, 455, 500]
